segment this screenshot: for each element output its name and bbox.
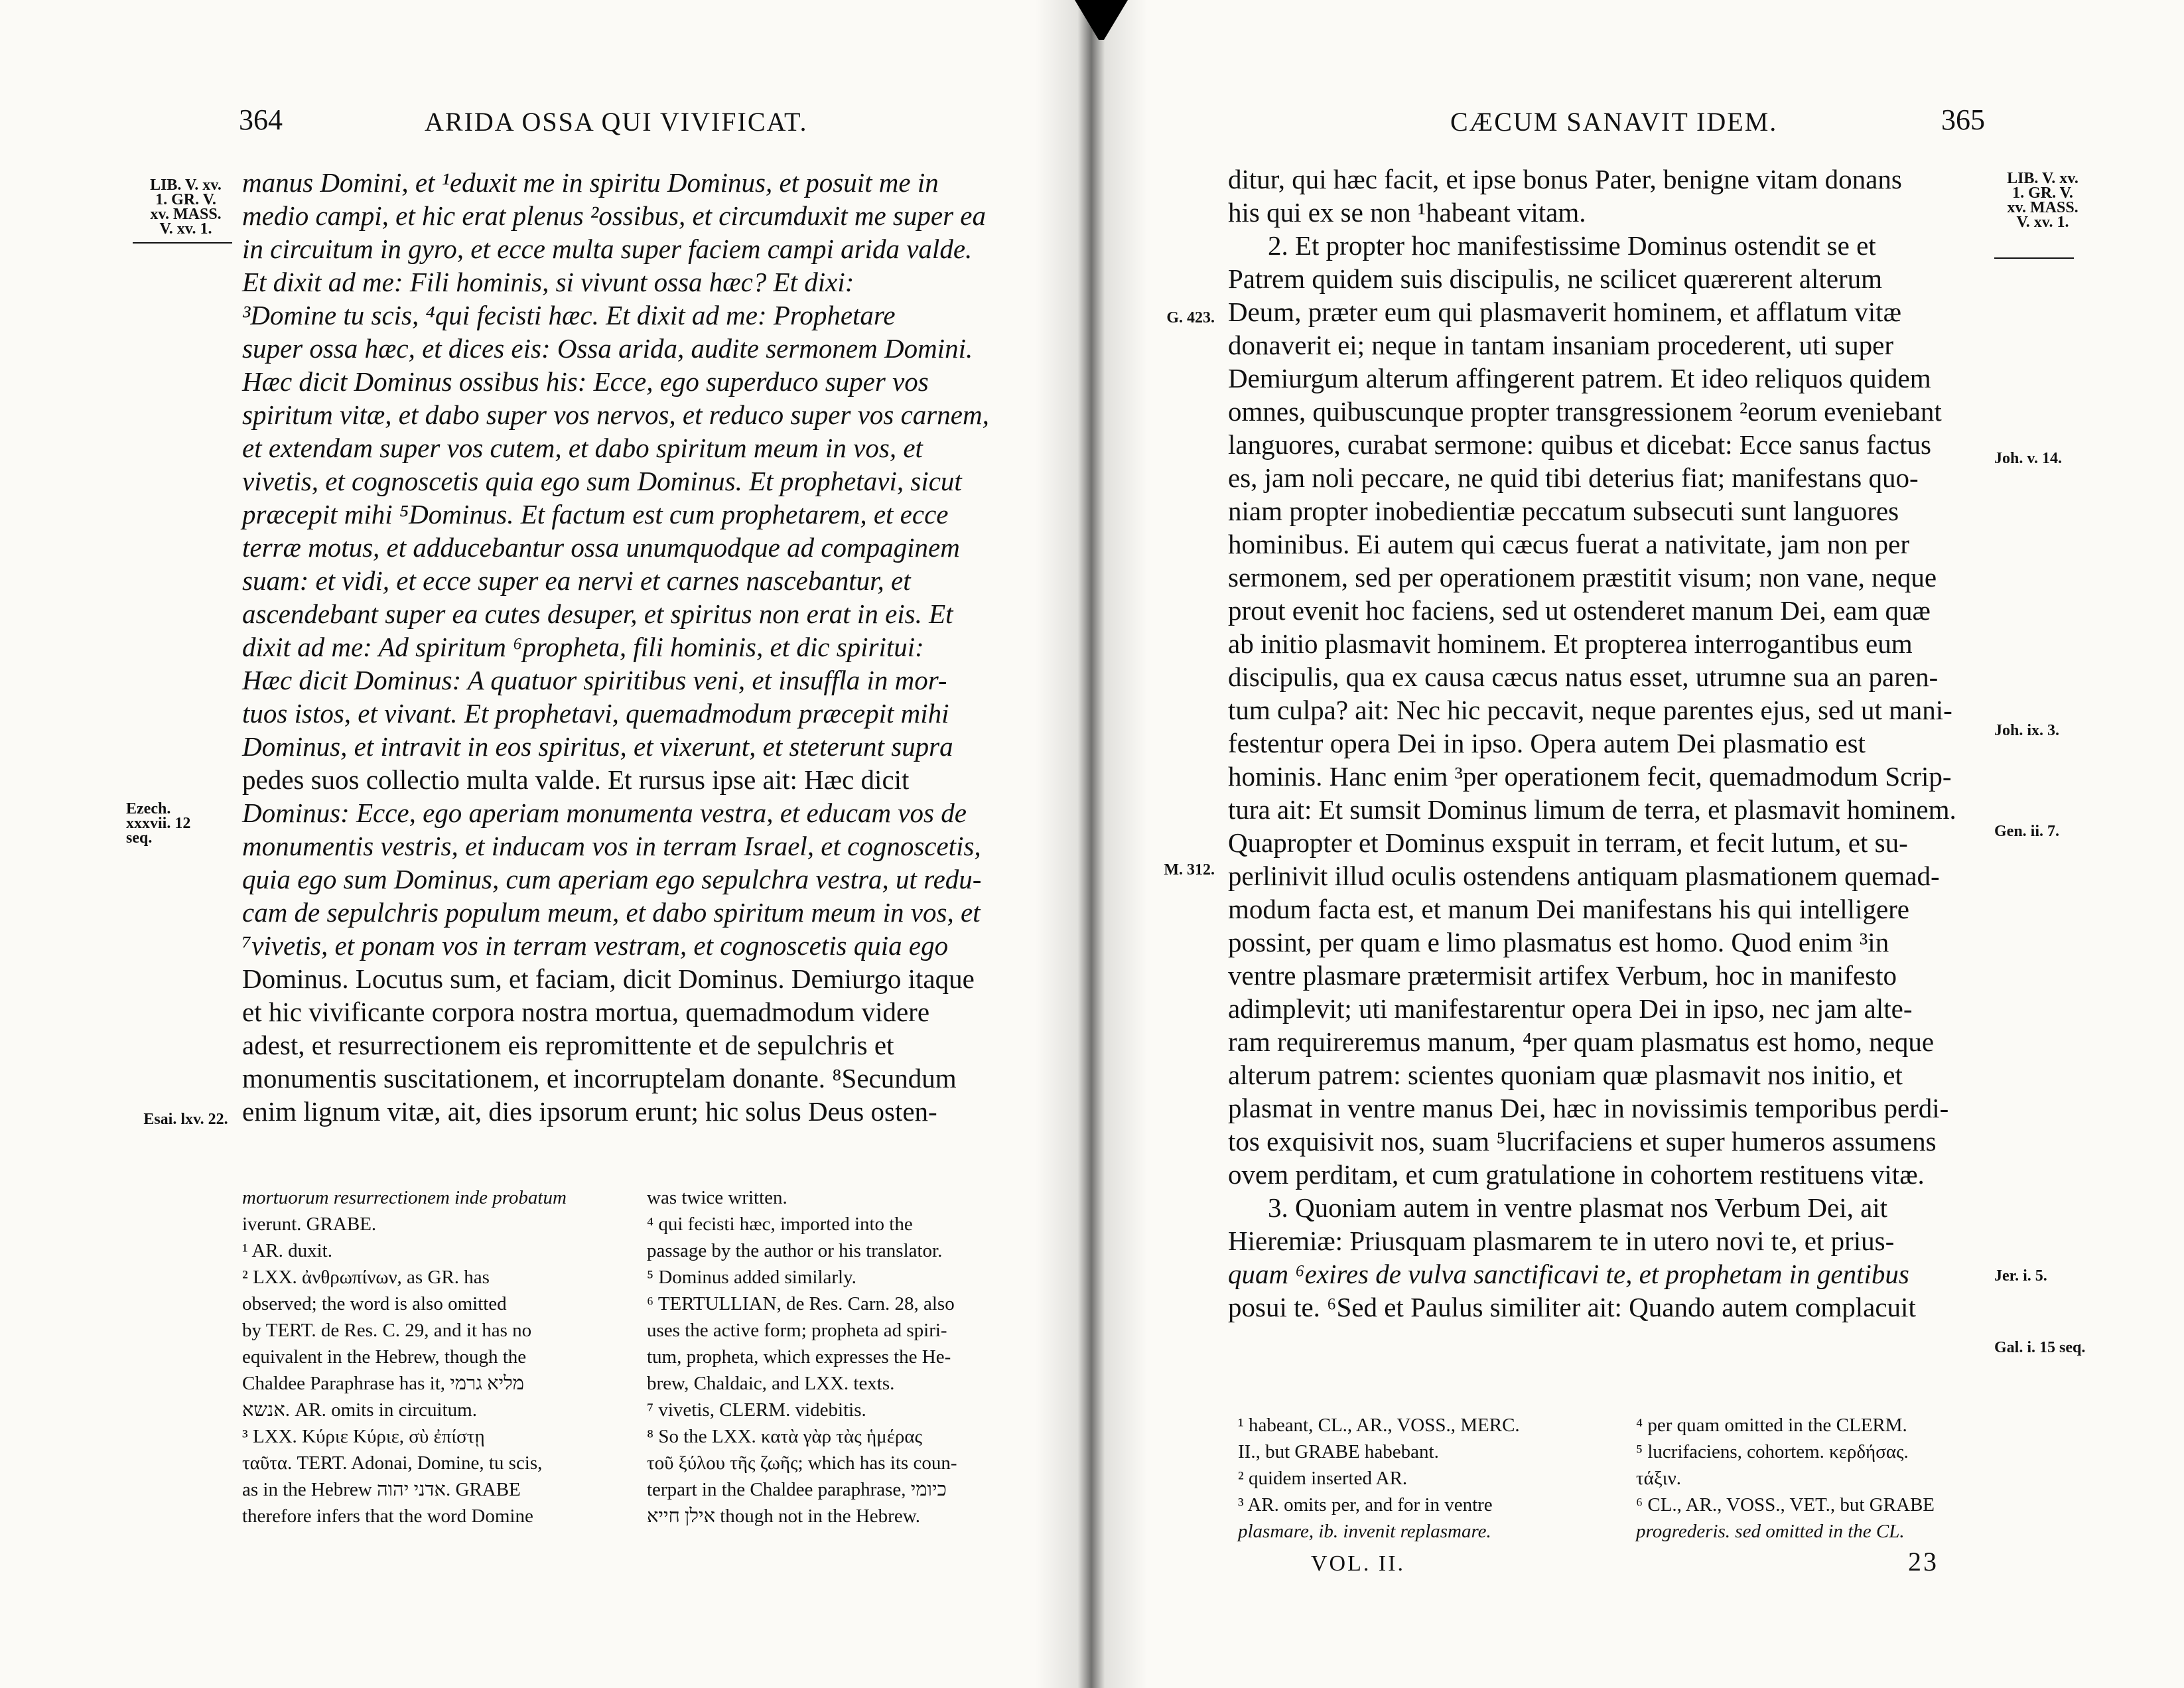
- margin-note: G. 423.: [1166, 309, 1215, 326]
- margin-note: Gen. ii. 7.: [1994, 823, 2060, 840]
- body-line: ovem perditam, et cum gratulatione in cohortem restituens vitæ.: [1228, 1159, 1925, 1190]
- body-line: pedes suos collectio multa valde. Et rursus ipse ait: Hæc dicit: [242, 764, 910, 795]
- body-text: [242, 166, 1005, 1128]
- footnote-line: by TERT. de Res. C. 29, and it has no: [242, 1320, 532, 1341]
- body-line: terræ motus, et adducebantur ossa unumquodque ad compaginem: [242, 532, 960, 563]
- margin-rule: [133, 242, 232, 244]
- body-line: es, jam noli peccare, ne quid tibi deterius fiat; manifestans quo-: [1228, 462, 1919, 493]
- footnotes-column-2: [1636, 1412, 1994, 1545]
- body-line: in circuitum in gyro, et ecce multa super faciem campi arida valde.: [242, 234, 973, 264]
- body-line: tos exquisivit nos, suam ⁵lucrifaciens et super humeros assumens: [1228, 1126, 1937, 1157]
- body-line: præcepit mihi ⁵Dominus. Et factum est cum prophetarem, et ecce: [242, 499, 949, 529]
- footnote-line: τάξιν.: [1636, 1468, 1681, 1489]
- margin-note: Joh. ix. 3.: [1994, 722, 2060, 739]
- body-line: discipulis, qua ex causa cæcus natus esset, utrumne sua an paren-: [1228, 662, 1939, 692]
- body-line: plasmat in ventre manus Dei, hæc in novissimis temporibus perdi-: [1228, 1093, 1949, 1123]
- footnote-line: ² LXX. ἀνθρωπίνων, as GR. has: [242, 1267, 490, 1288]
- footnotes-column-1: [1238, 1412, 1609, 1545]
- body-line: monumentis vestris, et inducam vos in terram Israel, et cognoscetis,: [242, 831, 981, 861]
- body-line: Patrem quidem suis discipulis, ne scilicet quærerent alterum: [1228, 263, 1883, 294]
- body-line: Dominus. Locutus sum, et faciam, dicit Dominus. Demiurgo itaque: [242, 963, 975, 994]
- body-line: suam: et vidi, et ecce super ea nervi et carnes nascebantur, et: [242, 565, 911, 596]
- body-line: monumentis suscitationem, et incorruptelam donante. ⁸Secundum: [242, 1063, 957, 1093]
- footnote-line: tum, propheta, which expresses the He-: [647, 1346, 951, 1368]
- body-line: Et dixit ad me: Fili hominis, si vivunt ossa hæc? Et dixi:: [242, 267, 854, 297]
- page-number: 364: [239, 104, 283, 136]
- body-line: modum facta est, et manum Dei manifestans his qui intelligere: [1228, 894, 1910, 924]
- margin-note: M. 312.: [1164, 861, 1215, 879]
- footnote-line: Chaldee Paraphrase has it, מליא גרמי: [242, 1373, 524, 1394]
- footnote-line: ⁵ lucrifaciens, cohortem. κερδήσας.: [1636, 1441, 1909, 1462]
- footnote-line: ⁶ CL., AR., VOSS., VET., but GRABE: [1636, 1494, 1935, 1515]
- body-line: 2. Et propter hoc manifestissime Dominus ostendit se et: [1268, 230, 1876, 261]
- body-line: Quapropter et Dominus exspuit in terram, et fecit lutum, et su-: [1228, 827, 1908, 858]
- body-line: quia ego sum Dominus, cum aperiam ego sepulchra vestra, ut redu-: [242, 864, 982, 894]
- footnote-line: uses the active form; propheta ad spiri-: [647, 1320, 947, 1341]
- body-line: ascendebant super ea cutes desuper, et spiritus non erat in eis. Et: [242, 598, 953, 629]
- body-line: ram requireremus manum, ⁴per quam plasmatus est homo, neque: [1228, 1026, 1935, 1057]
- body-line: Dominus, et intravit in eos spiritus, et vixerunt, et steterunt supra: [242, 731, 953, 762]
- body-line: festentur opera Dei in ipso. Opera autem Dei plasmatio est: [1228, 728, 1866, 758]
- body-line: ditur, qui hæc facit, et ipse bonus Pater, benigne vitam donans: [1228, 164, 1902, 194]
- footnote-line: ¹ habeant, CL., AR., VOSS., MERC.: [1238, 1415, 1520, 1436]
- body-line: hominis. Hanc enim ³per operationem fecit, quemadmodum Scrip-: [1228, 761, 1952, 792]
- footnote-line: ² quidem inserted AR.: [1238, 1468, 1408, 1489]
- body-line: vivetis, et cognoscetis quia ego sum Dominus. Et prophetavi, sicut: [242, 466, 962, 496]
- margin-note: LIB. V. xv. 1. GR. V. xv. MASS. V. xv. 1.: [150, 176, 222, 238]
- body-line: manus Domini, et ¹eduxit me in spiritu Dominus, et posuit me in: [242, 167, 939, 198]
- footnote-line: ⁴ per quam omitted in the CLERM.: [1636, 1415, 1907, 1436]
- body-line: medio campi, et hic erat plenus ²ossibus, et circumduxit me super ea: [242, 200, 986, 231]
- body-line: ⁷vivetis, et ponam vos in terram vestram, et cognoscetis quia ego: [242, 930, 949, 961]
- body-line: adimplevit; uti manifestarentur opera Dei in ipso, nec jam alte-: [1228, 993, 1913, 1024]
- footnote-line: observed; the word is also omitted: [242, 1293, 507, 1314]
- body-line: super ossa hæc, et dices eis: Ossa arida, audite sermonem Domini.: [242, 333, 973, 364]
- body-line: omnes, quibuscunque propter transgressionem ²eorum eveniebant: [1228, 396, 1942, 427]
- footnote-line: ⁴ qui fecisti hæc, imported into the: [647, 1214, 913, 1235]
- footnote-line: ¹ AR. duxit.: [242, 1240, 332, 1261]
- footnote-line: as in the Hebrew אדני יהוה. GRABE: [242, 1479, 521, 1500]
- body-line: dixit ad me: Ad spiritum ⁶propheta, fili hominis, et dic spiritui:: [242, 632, 924, 662]
- body-line: ventre plasmare prætermisit artifex Verbum, hoc in manifesto: [1228, 960, 1897, 991]
- footnotes-column-2: [647, 1184, 1018, 1529]
- footnote-line: progrederis. sed omitted in the CL.: [1636, 1521, 1905, 1542]
- footnote-line: therefore infers that the word Domine: [242, 1506, 533, 1527]
- body-line: sermonem, sed per operationem præstitit visum; non vane, neque: [1228, 562, 1937, 593]
- footnote-line: terpart in the Chaldee paraphrase, כיומי: [647, 1479, 947, 1500]
- margin-note: Jer. i. 5.: [1994, 1267, 2047, 1285]
- running-head: CÆCUM SANAVIT IDEM.: [1450, 107, 1778, 137]
- body-line: alterum patrem: scientes quoniam quæ plasmavit nos initio, et: [1228, 1060, 1903, 1090]
- footnote-line: passage by the author or his translator.: [647, 1240, 943, 1261]
- signature-number: 23: [1908, 1547, 1939, 1577]
- footnote-line: mortuorum resurrectionem inde probatum: [242, 1187, 567, 1208]
- footnote-line: ταῦτα. TERT. Adonai, Domine, tu scis,: [242, 1452, 543, 1474]
- body-line: et extendam super vos cutem, et dabo spiritum meum in vos, et: [242, 433, 923, 463]
- body-line: Hieremiæ: Priusquam plasmarem te in utero novi te, et prius-: [1228, 1226, 1895, 1256]
- footnote-line: אנשא. AR. omits in circuitum.: [242, 1399, 477, 1421]
- body-line: Deum, præter eum qui plasmaverit hominem, et afflatum vitæ: [1228, 297, 1901, 327]
- body-line: prout evenit hoc faciens, sed ut ostenderet manum Dei, eam quæ: [1228, 595, 1931, 626]
- footnote-line: τοῦ ξύλου τῆς ζωῆς; which has its coun-: [647, 1452, 957, 1474]
- margin-rule: [1994, 257, 2074, 259]
- body-line: tuos istos, et vivant. Et prophetavi, quemadmodum præcepit mihi: [242, 698, 949, 729]
- body-line: possint, per quam e limo plasmatus est homo. Quod enim ³in: [1228, 927, 1889, 957]
- footnote-line: ³ AR. omits per, and for in ventre: [1238, 1494, 1493, 1515]
- body-line: 3. Quoniam autem in ventre plasmat nos Verbum Dei, ait: [1268, 1192, 1888, 1223]
- footnote-line: ³ LXX. Κύριε Κύριε, σὺ ἐπίστῃ: [242, 1426, 485, 1447]
- body-line: et hic vivificante corpora nostra mortua, quemadmodum videre: [242, 997, 930, 1027]
- footnote-line: ⁷ vivetis, CLERM. videbitis.: [647, 1399, 866, 1421]
- footnote-line: brew, Chaldaic, and LXX. texts.: [647, 1373, 895, 1394]
- margin-note: Joh. v. 14.: [1994, 450, 2063, 467]
- page-number: 365: [1941, 104, 1985, 136]
- body-line: donaverit ei; neque in tantam insaniam procederent, uti super: [1228, 330, 1894, 360]
- footnote-line: was twice written.: [647, 1187, 787, 1208]
- footnote-line: אילן חייא though not in the Hebrew.: [647, 1506, 921, 1527]
- body-line: tum culpa? ait: Nec hic peccavit, neque parentes ejus, sed ut mani-: [1228, 695, 1952, 725]
- body-line: Demiurgum alterum affingerent patrem. Et ideo reliquos quidem: [1228, 363, 1931, 393]
- body-line: enim lignum vitæ, ait, dies ipsorum erunt; hic solus Deus osten-: [242, 1096, 937, 1127]
- body-line: ³Domine tu scis, ⁴qui fecisti hæc. Et dixit ad me: Prophetare: [242, 300, 896, 330]
- body-line: perlinivit illud oculis ostendens antiquam plasmationem quemad-: [1228, 861, 1940, 891]
- body-line: tura ait: Et sumsit Dominus limum de terra, et plasmavit hominem.: [1228, 794, 1956, 825]
- body-line: languores, curabat sermone: quibus et dicebat: Ecce sanus factus: [1228, 429, 1931, 460]
- body-line: ab initio plasmavit hominem. Et propterea interrogantibus eum: [1228, 628, 1913, 659]
- body-line: his qui ex se non ¹habeant vitam.: [1228, 197, 1586, 228]
- margin-note: LIB. V. xv. 1. GR. V. xv. MASS. V. xv. 1.: [2007, 170, 2079, 231]
- footnotes-column-1: [242, 1184, 614, 1529]
- body-text: [1228, 163, 1991, 1324]
- body-line: posui te. ⁶Sed et Paulus similiter ait: Quando autem complacuit: [1228, 1292, 1916, 1322]
- body-line: adest, et resurrectionem eis repromittente et de sepulchris et: [242, 1030, 894, 1060]
- body-line: niam propter inobedientiæ peccatum subsecuti sunt languores: [1228, 496, 1899, 526]
- footnote-line: II., but GRABE habebant.: [1238, 1441, 1439, 1462]
- margin-note: Ezech. xxxvii. 12 seq.: [126, 800, 191, 847]
- footnote-line: ⁸ So the LXX. κατὰ γὰρ τὰς ἡμέρας: [647, 1426, 923, 1447]
- signature-volume: VOL. II.: [1311, 1551, 1406, 1576]
- margin-note: Gal. i. 15 seq.: [1994, 1339, 2086, 1356]
- body-line: spiritum vitæ, et dabo super vos nervos, et reduco super vos carnem,: [242, 399, 989, 430]
- footnote-line: ⁶ TERTULLIAN, de Res. Carn. 28, also: [647, 1293, 955, 1314]
- footnote-line: plasmare, ib. invenit replasmare.: [1238, 1521, 1491, 1542]
- book-gutter: [1035, 0, 1148, 1688]
- body-line: Hæc dicit Dominus: A quatuor spiritibus veni, et insuffla in mor-: [242, 665, 947, 695]
- footnote-line: iverunt. GRABE.: [242, 1214, 377, 1235]
- body-line: Dominus: Ecce, ego aperiam monumenta vestra, et educam vos de: [242, 798, 967, 828]
- footnote-line: ⁵ Dominus added similarly.: [647, 1267, 856, 1288]
- running-head: ARIDA OSSA QUI VIVIFICAT.: [425, 107, 808, 137]
- right-page: [1092, 0, 2184, 1688]
- footnote-line: equivalent in the Hebrew, though the: [242, 1346, 527, 1368]
- body-line: cam de sepulchris populum meum, et dabo spiritum meum in vos, et: [242, 897, 981, 928]
- body-line: Hæc dicit Dominus ossibus his: Ecce, ego superduco super vos: [242, 366, 929, 397]
- margin-note: Esai. lxv. 22.: [143, 1111, 228, 1128]
- body-line: quam ⁶exires de vulva sanctificavi te, et prophetam in gentibus: [1228, 1259, 1909, 1289]
- body-line: hominibus. Ei autem qui cæcus fuerat a nativitate, jam non per: [1228, 529, 1910, 559]
